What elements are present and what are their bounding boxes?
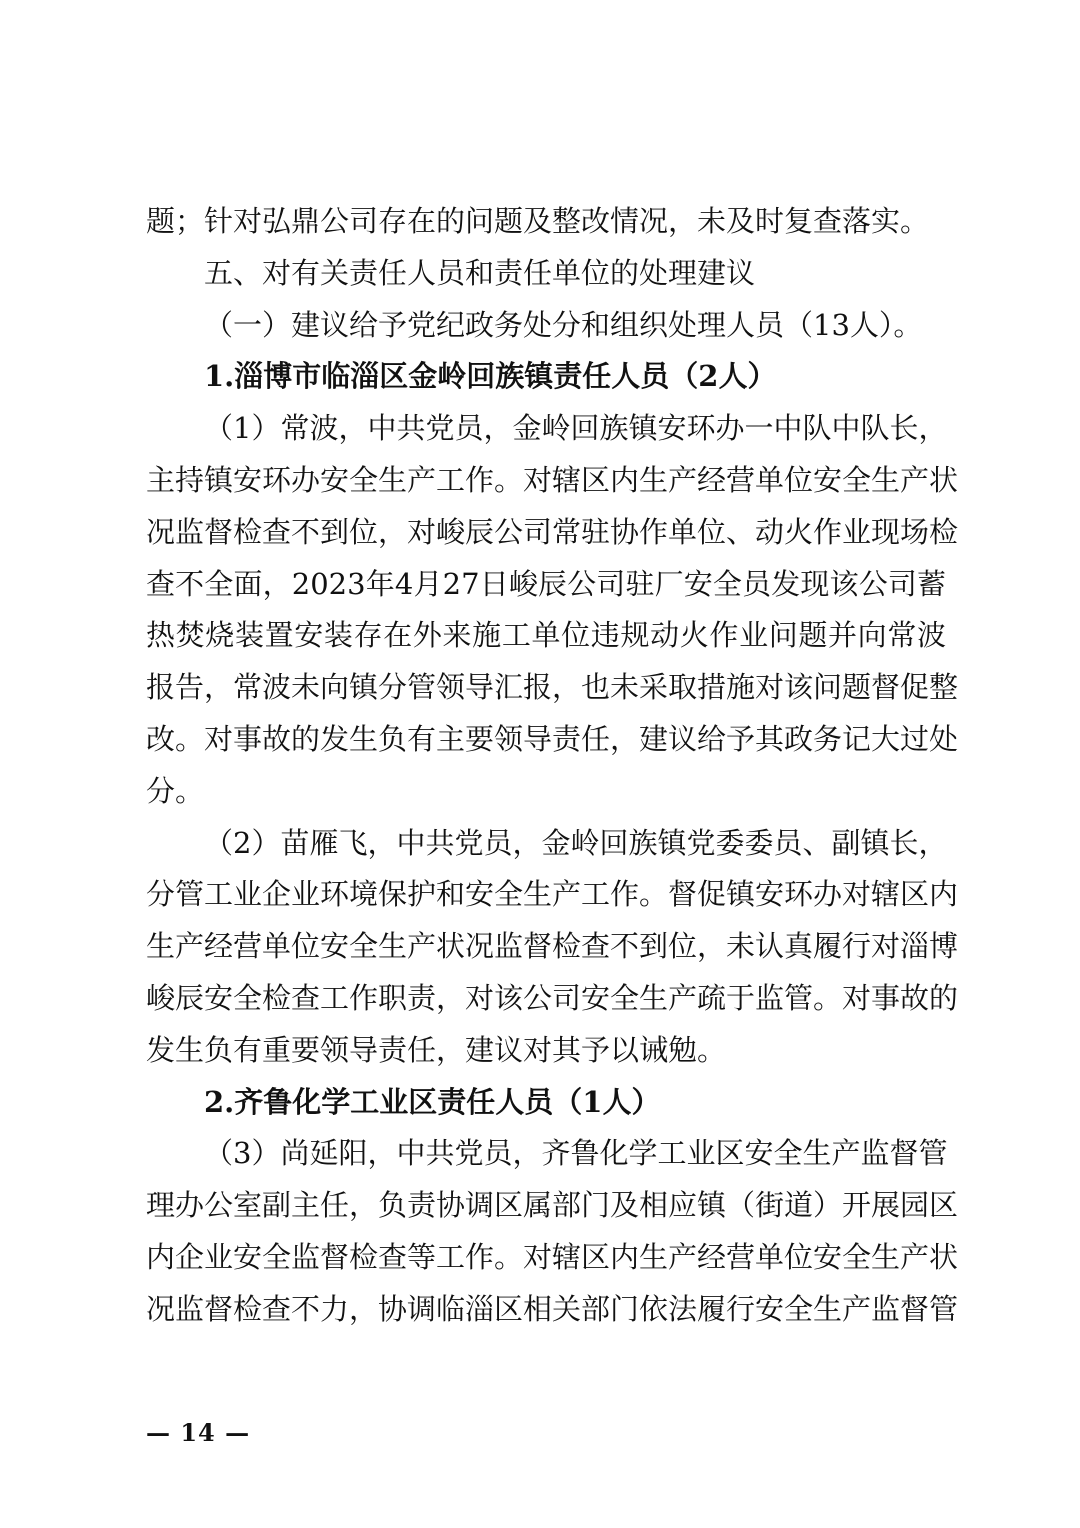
section-heading: 五、对有关责任人员和责任单位的处理建议	[204, 255, 756, 290]
paragraph-line: 理办公室副主任，负责协调区属部门及相应镇（街道）开展园区	[146, 1188, 959, 1223]
paragraph-line: 改。对事故的发生负有主要领导责任，建议给予其政务记大过处	[146, 721, 959, 756]
subsection-heading: （一）建议给予党纪政务处分和组织处理人员（13人）。	[204, 307, 923, 342]
paragraph-line: 况监督检查不力，协调临淄区相关部门依法履行安全生产监督管	[146, 1291, 959, 1326]
paragraph-line: 内企业安全监督检查等工作。对辖区内生产经营单位安全生产状	[146, 1239, 959, 1274]
group-heading: 1.淄博市临淄区金岭回族镇责任人员（2人）	[204, 359, 777, 394]
paragraph-line: 况监督检查不到位，对峻辰公司常驻协作单位、动火作业现场检	[146, 514, 959, 549]
paragraph-line: 查不全面，2023年4月27日峻辰公司驻厂安全员发现该公司蓄	[146, 566, 946, 601]
paragraph-line: （1）常波，中共党员，金岭回族镇安环办一中队中队长，	[204, 411, 948, 446]
paragraph-line: 生产经营单位安全生产状况监督检查不到位，未认真履行对淄博	[146, 929, 959, 964]
paragraph-line: 题；针对弘鼎公司存在的问题及整改情况，未及时复查落实。	[146, 204, 930, 238]
paragraph-line: （3）尚延阳，中共党员，齐鲁化学工业区安全生产监督管	[204, 1136, 948, 1171]
paragraph-line: 峻辰安全检查工作职责，对该公司安全生产疏于监管。对事故的	[146, 980, 959, 1015]
page-number: — 14 —	[146, 1418, 251, 1447]
paragraph-line: 报告，常波未向镇分管领导汇报，也未采取措施对该问题督促整	[146, 670, 959, 705]
paragraph-line: 主持镇安环办安全生产工作。对辖区内生产经营单位安全生产状	[146, 462, 959, 497]
paragraph-line: 发生负有重要领导责任，建议对其予以诫勉。	[146, 1032, 727, 1067]
group-heading: 2.齐鲁化学工业区责任人员（1人）	[204, 1084, 661, 1119]
paragraph-line: 热焚烧装置安装存在外来施工单位违规动火作业问题并向常波	[146, 618, 946, 653]
document-body	[146, 196, 959, 1336]
paragraph-line: 分管工业企业环境保护和安全生产工作。督促镇安环办对辖区内	[146, 877, 959, 912]
paragraph-line: （2）苗雁飞，中共党员，金岭回族镇党委委员、副镇长，	[204, 825, 948, 860]
paragraph-line: 分。	[146, 773, 205, 808]
